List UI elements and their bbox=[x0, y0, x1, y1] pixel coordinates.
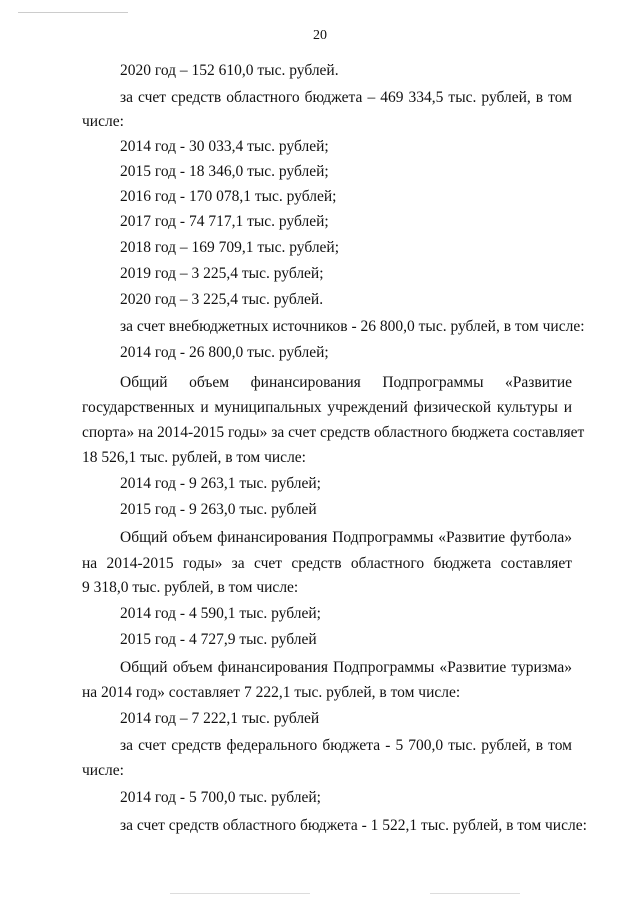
text-line: 18 526,1 тыс. рублей, в том числе: bbox=[82, 449, 306, 466]
text-line: на 2014 год» составляет 7 222,1 тыс. рублей, в том числе: bbox=[82, 684, 461, 701]
text-line: 2014 год - 30 033,4 тыс. рублей; bbox=[120, 138, 329, 155]
text-line: 2014 год - 9 263,1 тыс. рублей; bbox=[120, 475, 321, 492]
text-line: 2019 год – 3 225,4 тыс. рублей; bbox=[120, 265, 324, 282]
text-line: спорта» на 2014-2015 годы» за счет средств областного бюджета составляет bbox=[82, 424, 585, 441]
text-line: 2020 год – 3 225,4 тыс. рублей. bbox=[120, 291, 324, 308]
text-line: числе: bbox=[82, 113, 124, 130]
scan-artifact bbox=[170, 893, 310, 894]
text-line: 2014 год - 26 800,0 тыс. рублей; bbox=[120, 344, 329, 361]
text-line: 2020 год – 152 610,0 тыс. рублей. bbox=[120, 62, 339, 79]
text-line: Общий объем финансирования Подпрограммы «Развитие bbox=[120, 374, 572, 391]
text-line: за счет средств областного бюджета - 1 522,1 тыс. рублей, в том числе: bbox=[120, 817, 587, 834]
text-line: числе: bbox=[82, 762, 124, 779]
text-line: государственных и муниципальных учреждений физической культуры и bbox=[82, 399, 572, 416]
text-line: 2016 год - 170 078,1 тыс. рублей; bbox=[120, 188, 337, 205]
page-number: 20 bbox=[313, 28, 327, 43]
text-line: 2018 год – 169 709,1 тыс. рублей; bbox=[120, 239, 340, 256]
scan-artifact bbox=[18, 12, 128, 13]
text-line: на 2014-2015 годы» за счет средств областного бюджета составляет bbox=[82, 555, 572, 572]
text-line: 2014 год - 5 700,0 тыс. рублей; bbox=[120, 789, 321, 806]
text-line: 2015 год - 9 263,0 тыс. рублей bbox=[120, 501, 317, 518]
text-line: 9 318,0 тыс. рублей, в том числе: bbox=[82, 579, 299, 596]
text-line: 2015 год - 4 727,9 тыс. рублей bbox=[120, 631, 317, 648]
text-line: 2014 год - 4 590,1 тыс. рублей; bbox=[120, 605, 321, 622]
text-line: 2015 год - 18 346,0 тыс. рублей; bbox=[120, 163, 329, 180]
text-line: Общий объем финансирования Подпрограммы «Развитие футбола» bbox=[120, 529, 572, 546]
text-line: Общий объем финансирования Подпрограммы «Развитие туризма» bbox=[120, 659, 572, 676]
text-line: за счет внебюджетных источников - 26 800,0 тыс. рублей, в том числе: bbox=[120, 318, 585, 335]
text-line: за счет средств областного бюджета – 469 334,5 тыс. рублей, в том bbox=[120, 89, 572, 106]
text-line: 2017 год - 74 717,1 тыс. рублей; bbox=[120, 213, 329, 230]
text-line: 2014 год – 7 222,1 тыс. рублей bbox=[120, 710, 320, 727]
scan-artifact bbox=[430, 893, 520, 894]
text-line: за счет средств федерального бюджета - 5 700,0 тыс. рублей, в том bbox=[120, 737, 572, 754]
